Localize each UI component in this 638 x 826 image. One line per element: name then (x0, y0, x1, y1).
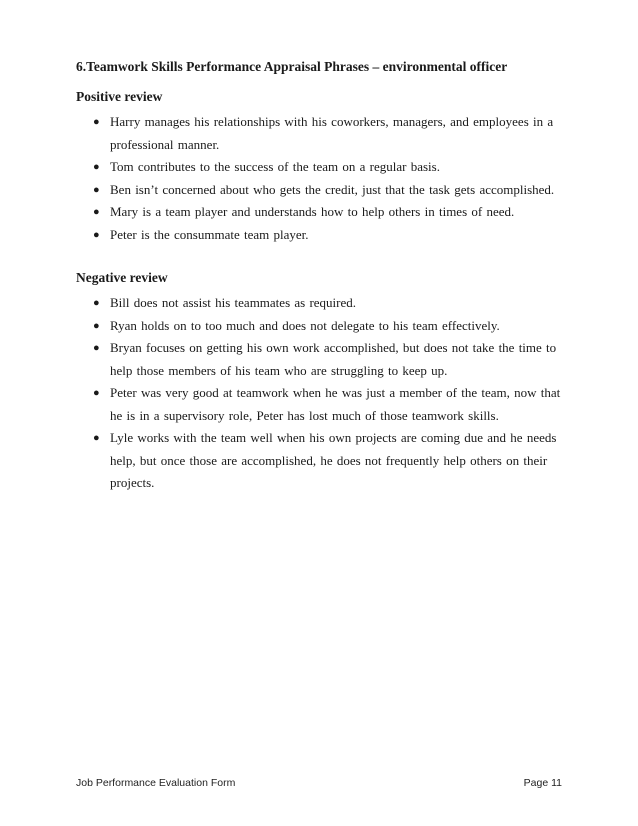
negative-review-list (76, 292, 566, 495)
document-title: 6.Teamwork Skills Performance Appraisal Phrases – environmental officer (76, 59, 508, 74)
list-item-text: Harry manages his relationships with his coworkers, managers, and employees in a professional manner. (110, 114, 554, 152)
list-item (76, 111, 566, 156)
bullet-icon: ● (93, 342, 100, 354)
footer-page-number: Page 11 (523, 777, 562, 789)
list-item-text: Ryan holds on to too much and does not delegate to his team effectively. (110, 317, 500, 333)
bullet-icon: ● (93, 432, 100, 444)
bullet-icon: ● (93, 161, 100, 173)
bullet-icon: ● (93, 183, 100, 196)
list-item-text: Tom contributes to the success of the team on a regular basis. (110, 159, 440, 174)
list-item (76, 201, 566, 224)
list-item (76, 427, 566, 495)
footer-form-name: Job Performance Evaluation Form (76, 777, 236, 789)
bullet-icon: ● (93, 116, 100, 128)
positive-review-list (76, 111, 566, 246)
list-item (76, 179, 566, 202)
list-item (76, 382, 566, 427)
list-item (76, 337, 566, 382)
list-item-text: Mary is a team player and understands how to help others in times of need. (110, 204, 515, 219)
list-item-text: Peter was very good at teamwork when he was just a member of the team, now that he is in a supervisory role, Peter has lost much of those teamwork skills. (110, 385, 561, 423)
page-content (76, 58, 566, 495)
list-item-text: Peter is the consummate team player. (110, 226, 309, 242)
list-item-text: Ben isn’t concerned about who gets the credit, just that the task gets accomplished. (110, 181, 555, 197)
positive-review-heading: Positive review (76, 89, 163, 104)
list-item (76, 156, 566, 179)
bullet-icon: ● (93, 206, 100, 218)
bullet-icon: ● (93, 228, 100, 241)
list-item (76, 292, 566, 315)
bullet-icon: ● (93, 387, 100, 399)
list-item-text: Lyle works with the team well when his own projects are coming due and he needs help, but once those are accomplished, he does not frequently help others on their projects. (110, 430, 557, 490)
bullet-icon: ● (93, 297, 100, 309)
list-item (76, 224, 566, 247)
list-item-text: Bryan focuses on getting his own work accomplished, but does not take the time to help those members of his team who are struggling to keep up. (110, 340, 557, 378)
list-item (76, 315, 566, 338)
list-item-text: Bill does not assist his teammates as required. (110, 295, 357, 310)
negative-review-heading: Negative review (76, 270, 168, 285)
bullet-icon: ● (93, 319, 100, 332)
